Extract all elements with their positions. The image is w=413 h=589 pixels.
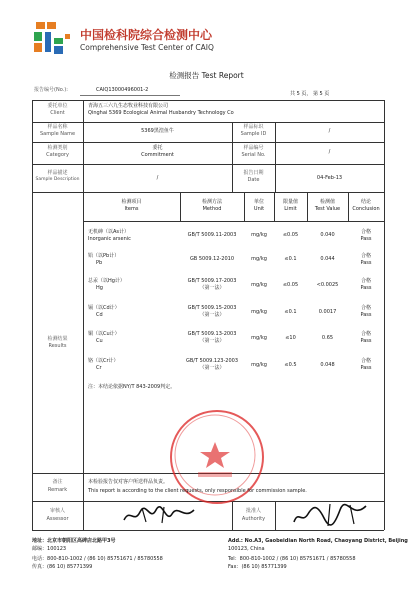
row-item-cn: 铜（以Cu计） — [88, 331, 120, 337]
footer-fax-cn: (86 10) 85771399 — [47, 564, 93, 570]
col-unit-en: Unit — [253, 206, 265, 212]
row-conclusion-en: Pass — [360, 338, 372, 344]
row-item-en: Pb — [96, 260, 103, 266]
row-limit: ≤0.5 — [284, 362, 297, 368]
col-method-cn: 检测方法 — [201, 199, 222, 205]
client-label-en: Client — [50, 110, 65, 116]
row-conclusion-en: Pass — [360, 285, 372, 291]
row-conclusion-cn: 合格 — [360, 358, 371, 364]
row-item-cn: 镉（以Cd计） — [88, 305, 120, 311]
remark-label-cn: 备注 — [52, 479, 63, 485]
row-unit: mg/kg — [251, 362, 267, 368]
row-conclusion-cn: 合格 — [360, 253, 371, 259]
col-items-cn: 检测项目 — [121, 199, 142, 205]
date-label-en: Date — [247, 177, 260, 183]
serial-label-cn: 样品编号 — [243, 145, 264, 151]
row-item-en: Cr — [96, 365, 102, 371]
row-method-variant: （第一法） — [199, 338, 225, 344]
desc-label-cn: 样品描述 — [47, 170, 68, 176]
remark-text-cn: 本检验报告仅对客户所送样品负责。 — [88, 479, 169, 485]
report-no-underline — [80, 95, 180, 96]
authority-signature — [290, 502, 370, 528]
row-value: 0.65 — [321, 335, 334, 341]
row-item-en: Cu — [96, 338, 103, 344]
sample-name: 5369黑湟鱼牛 — [141, 128, 174, 134]
sample-id-label-cn: 样品标识 — [243, 124, 264, 130]
category-en: Commitment — [141, 152, 174, 158]
results-label-en: Results — [48, 343, 67, 349]
row-item-cn: 总汞（以Hg计） — [88, 278, 125, 284]
sample-desc: / — [156, 175, 159, 181]
row-conclusion-en: Pass — [360, 260, 372, 266]
assessor-label-en: Assessor — [46, 516, 69, 522]
row-limit: ≤10 — [285, 335, 296, 341]
category-cn: 委托 — [152, 145, 163, 151]
footer-fax-en: Fax：(86 10) 85771399 — [228, 564, 287, 570]
row-item-en: Cd — [96, 312, 103, 318]
col-conclusion-en: Conclusion — [352, 206, 380, 212]
row-method: GB 5009.12-2010 — [189, 256, 235, 262]
handwritten-signature-icon — [290, 502, 370, 528]
footer-zip-cn-label: 邮编： — [32, 546, 48, 552]
client-en: Qinghai 5369 Ecological Animal Husbandry Technology Co — [88, 110, 234, 116]
report-no-value: CAIQ13000496001-2 — [96, 87, 149, 93]
col-value-en: Test Value — [314, 206, 341, 212]
footer-tel-cn: 800-810-1002 / (86 10) 85751671 / 85780558 — [47, 556, 163, 562]
row-unit: mg/kg — [251, 335, 267, 341]
row-limit: ≤0.05 — [282, 232, 299, 238]
client-cn: 青海五三六九生态牧业科技有限公司 — [88, 103, 169, 109]
org-name-en: Comprehensive Test Center of CAIQ — [80, 43, 214, 52]
row-method: GB/T 5009.13-2003 — [187, 331, 237, 337]
row-value: 0.040 — [320, 232, 335, 238]
footer-zip-en: 100123, China — [228, 546, 265, 552]
category-label-cn: 检测类别 — [47, 145, 68, 151]
footer-addr-en: Add.: No.A3, Gaobeidian North Road, Chaoyang District, Beijing — [228, 538, 408, 544]
row-item-en: Inorganic arsenic — [88, 236, 131, 242]
row-conclusion-cn: 合格 — [360, 278, 371, 284]
client-label-cn: 委托单位 — [47, 103, 68, 109]
results-note: 注：本结论依据NY/T 843-2009判定。 — [88, 384, 176, 390]
row-value: 0.0017 — [318, 309, 337, 315]
row-conclusion-en: Pass — [360, 312, 372, 318]
row-item-cn: 铬（以Cr计） — [88, 358, 119, 364]
handwritten-signature-icon — [120, 504, 200, 526]
serial-label-en: Serial No. — [241, 152, 266, 158]
remark-text-en: This report is according to the client requests, only responsible for commission sample. — [88, 488, 307, 494]
col-limit-en: Limit — [284, 206, 297, 212]
row-value: 0.044 — [320, 256, 335, 262]
caiq-logo-icon — [32, 20, 72, 60]
date-label-cn: 报告日期 — [243, 170, 264, 176]
footer-zip-cn: 100123 — [47, 546, 67, 552]
results-label-cn: 检测结果 — [47, 336, 68, 342]
row-value: <0.0025 — [316, 282, 339, 288]
row-method: GB/T 5009.17-2003 — [187, 278, 237, 284]
row-limit: ≤0.1 — [284, 256, 297, 262]
sample-name-label-cn: 样品名称 — [47, 124, 68, 130]
col-value-cn: 检测值 — [319, 199, 335, 205]
row-conclusion-cn: 合格 — [360, 331, 371, 337]
sample-name-label-en: Sample Name — [39, 131, 76, 137]
row-unit: mg/kg — [251, 232, 267, 238]
authority-label-en: Authority — [241, 516, 266, 522]
footer-tel-cn-label: 电话： — [32, 556, 48, 562]
row-method-variant: （第一法） — [199, 365, 225, 371]
row-unit: mg/kg — [251, 309, 267, 315]
row-conclusion-cn: 合格 — [360, 305, 371, 311]
sample-id: / — [328, 128, 331, 134]
row-item-en: Hg — [96, 285, 103, 291]
row-method: GB/T 5009.123-2003 — [185, 358, 239, 364]
row-conclusion-en: Pass — [360, 236, 372, 242]
col-unit-cn: 单位 — [253, 199, 264, 205]
col-conclusion-cn: 结论 — [360, 199, 371, 205]
row-method-variant: （第一法） — [199, 285, 225, 291]
col-method-en: Method — [202, 206, 222, 212]
page-count: 共 5 页， 第 5 页 — [290, 91, 330, 97]
logo — [32, 20, 72, 60]
stamp-star-icon — [170, 410, 260, 500]
footer-fax-cn-label: 传真： — [32, 564, 48, 570]
org-name-cn: 中国检科院综合检测中心 — [80, 28, 213, 42]
desc-label-en: Sample Description — [35, 177, 80, 182]
row-item-cn: 铅（以Pb计） — [88, 253, 120, 259]
report-date: 04-Feb-13 — [316, 175, 343, 181]
row-value: 0.048 — [320, 362, 335, 368]
assessor-label-cn: 审核人 — [49, 508, 65, 514]
row-conclusion-en: Pass — [360, 365, 372, 371]
serial-no: / — [328, 149, 331, 155]
row-limit: ≤0.05 — [282, 282, 299, 288]
category-label-en: Category — [46, 152, 69, 158]
remark-label-en: Remark — [47, 487, 68, 493]
row-item-cn: 无机砷（以As计） — [88, 229, 130, 235]
row-limit: ≤0.1 — [284, 309, 297, 315]
footer-tel-en: Tel：800-810-1002 / (86 10) 85751671 / 85780558 — [228, 556, 356, 562]
footer-addr-cn: 北京市朝阳区高碑店北路甲3号 — [47, 538, 116, 544]
authority-label-cn: 批准人 — [245, 508, 261, 514]
footer-addr-cn-label: 地址： — [32, 538, 48, 544]
report-no-label: 报告编号(No.): — [34, 87, 68, 93]
row-method: GB/T 5009.11-2003 — [187, 232, 237, 238]
row-method: GB/T 5009.15-2003 — [187, 305, 237, 311]
report-title: 检测报告 Test Report — [169, 71, 244, 80]
col-limit-cn: 限量值 — [282, 199, 298, 205]
row-unit: mg/kg — [251, 282, 267, 288]
row-conclusion-cn: 合格 — [360, 229, 371, 235]
sample-id-label-en: Sample ID — [240, 131, 267, 137]
col-items-en: Items — [124, 206, 139, 212]
row-method-variant: （第一法） — [199, 312, 225, 318]
assessor-signature — [120, 504, 200, 526]
row-unit: mg/kg — [251, 256, 267, 262]
